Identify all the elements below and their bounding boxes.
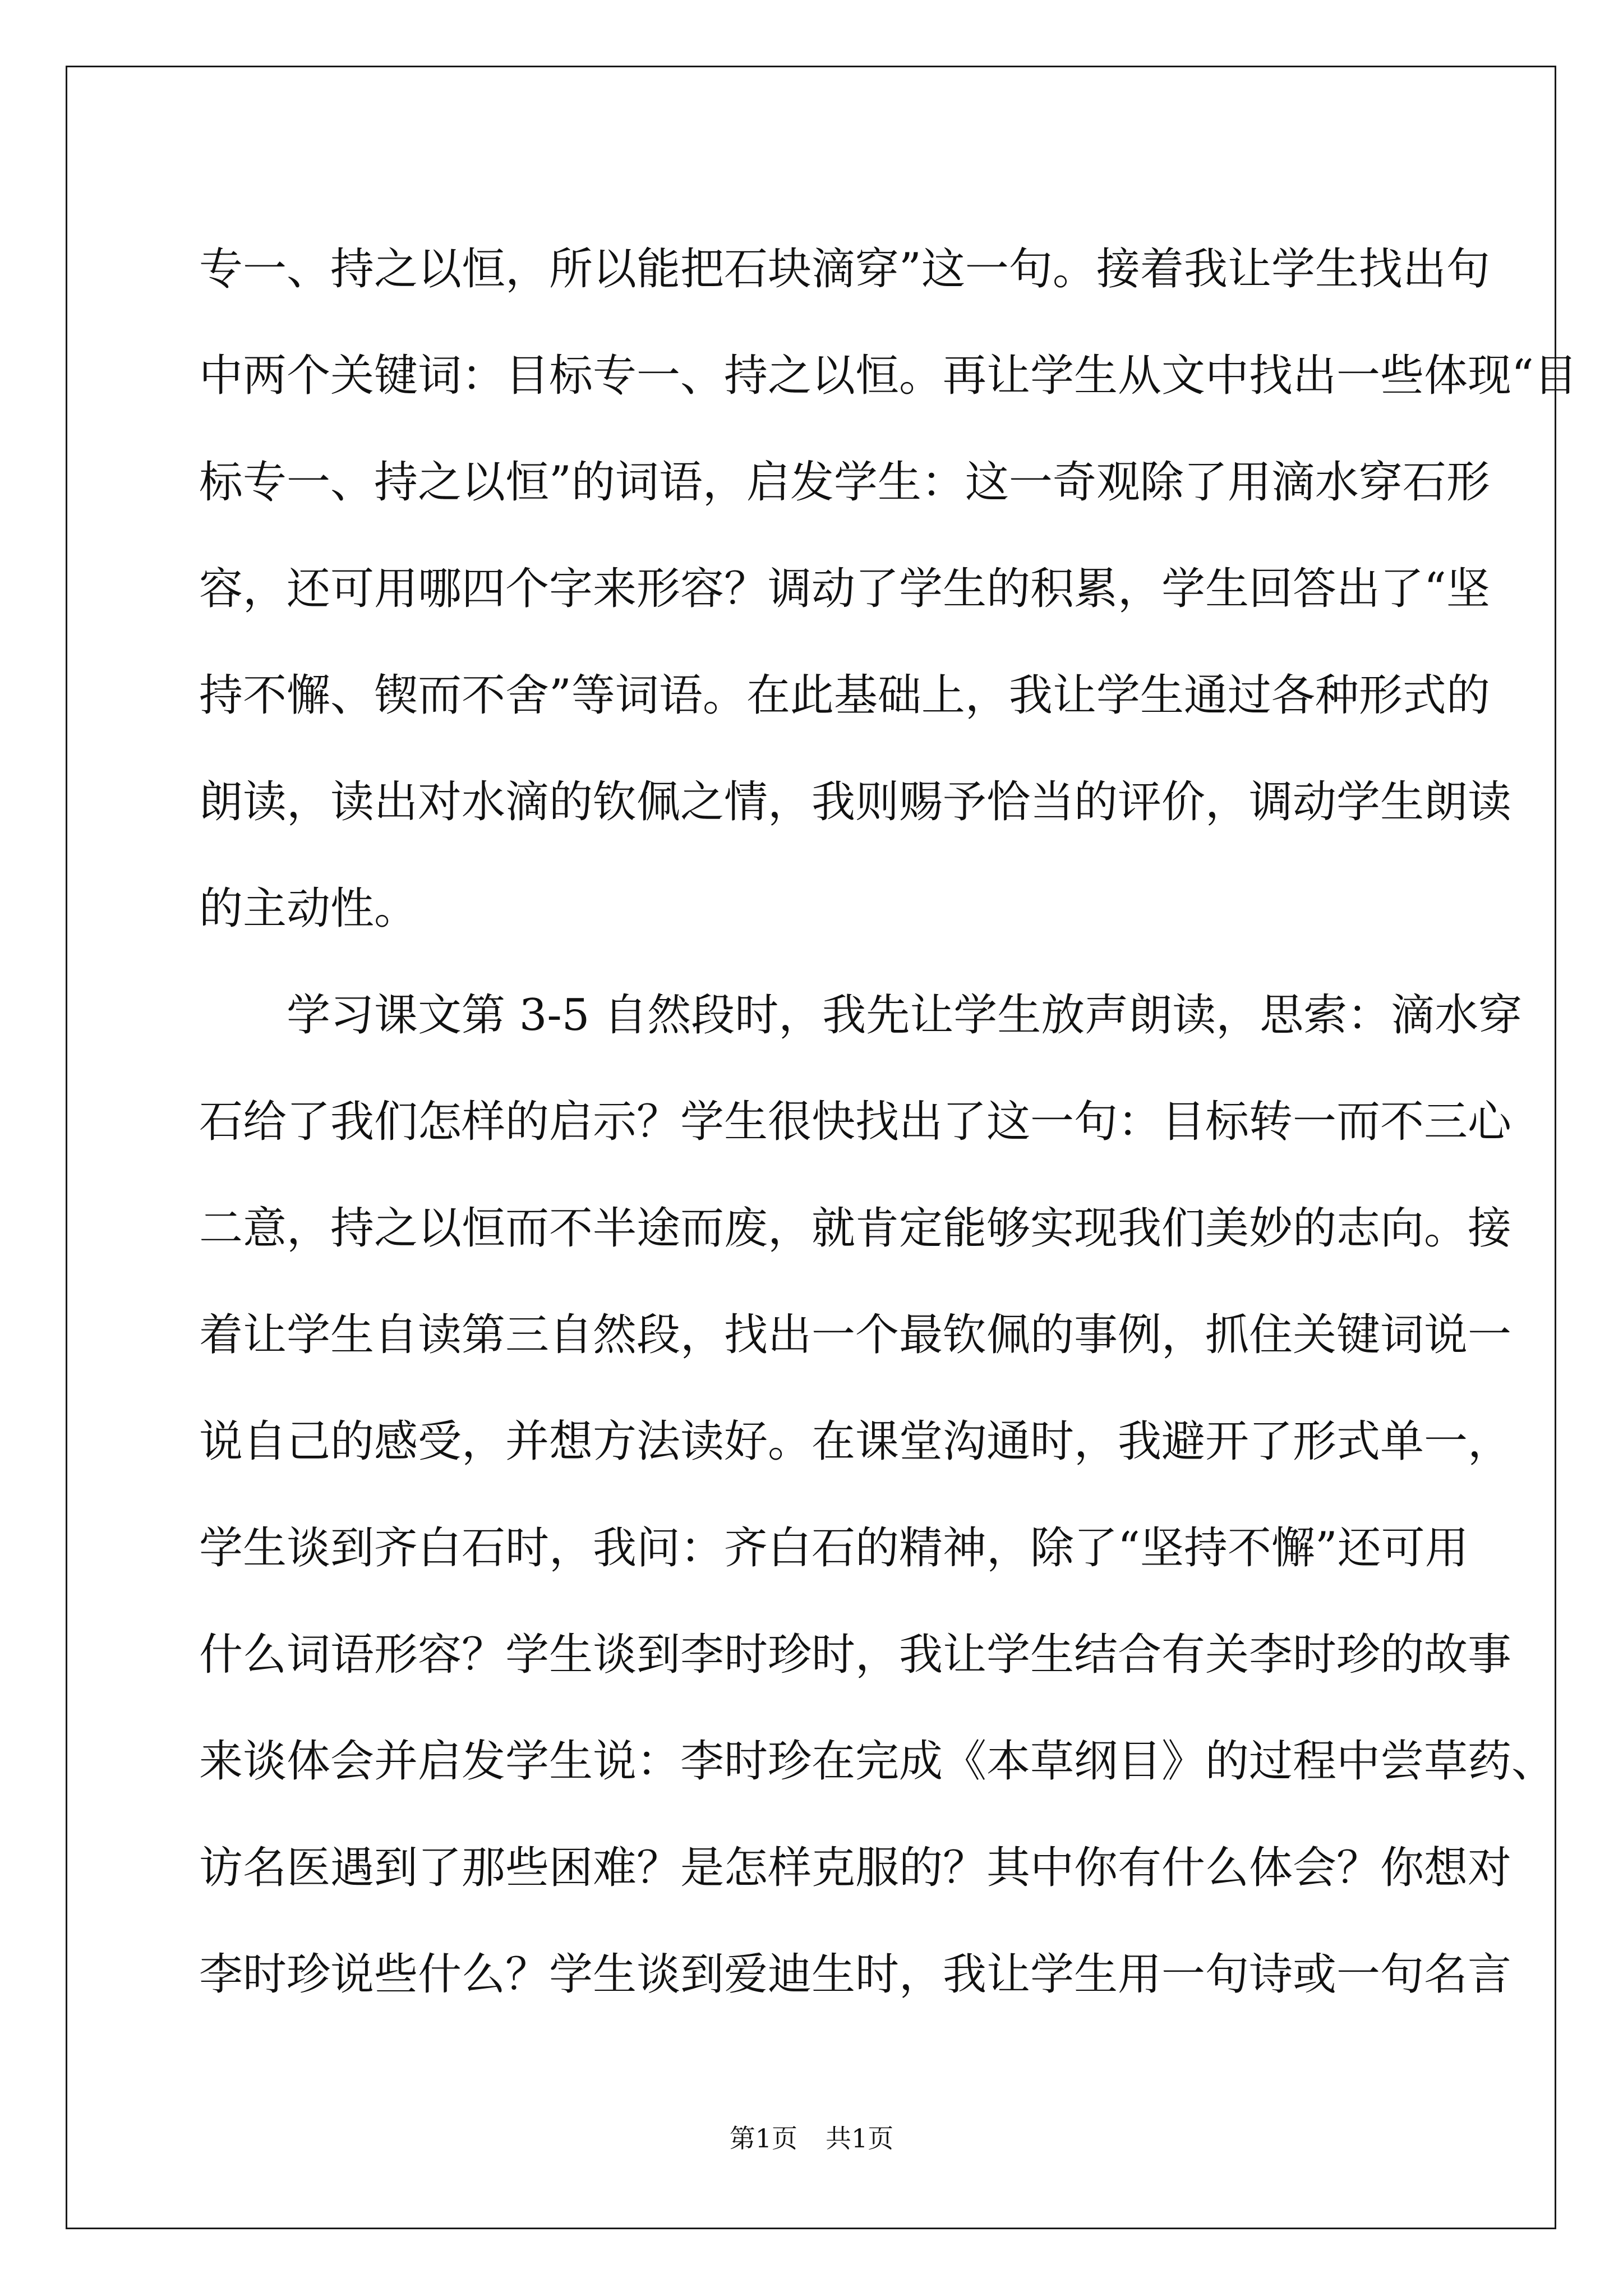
page-footer (0, 2118, 1623, 2155)
text-line: 标专一、持之以恒”的词语，启发学生：这一奇观除了用滴水穿石形 (199, 457, 1490, 508)
text-line: 学生谈到齐白石时，我问：齐白石的精神，除了“坚持不懈”还可用 (199, 1523, 1469, 1573)
text-line: 的主动性。 (199, 884, 418, 934)
text-line: 访名医遇到了那些困难？是怎样克服的？其中你有什么体会？你想对 (199, 1843, 1512, 1893)
text-line: 着让学生自读第三自然段，找出一个最钦佩的事例，抓住关键词说一 (199, 1310, 1512, 1360)
text-line: 李时珍说些什么？学生谈到爱迪生时，我让学生用一句诗或一句名言 (199, 1949, 1512, 2000)
text-line: 中两个关键词：目标专一、持之以恒。再让学生从文中找出一些体现“目 (199, 351, 1578, 401)
document-body (199, 216, 1578, 2028)
page-number: 第1页 (729, 2123, 797, 2154)
text-line: 专一、持之以恒，所以能把石块滴穿”这一句。接着我让学生找出句 (199, 244, 1490, 295)
page-total: 共1页 (826, 2123, 894, 2154)
text-line: 什么词语形容？学生谈到李时珍时，我让学生结合有关李时珍的故事 (199, 1630, 1512, 1680)
text-line: 学习课文第 3-5 自然段时，我先让学生放声朗读，思索：滴水穿 (287, 990, 1523, 1041)
text-line: 二意，持之以恒而不半途而废，就肯定能够实现我们美妙的志向。接 (199, 1203, 1512, 1254)
text-line: 朗读，读出对水滴的钦佩之情，我则赐予恰当的评价，调动学生朗读 (199, 777, 1512, 827)
text-line: 持不懈、锲而不舍”等词语。在此基础上，我让学生通过各种形式的 (199, 670, 1490, 721)
text-line: 容，还可用哪四个字来形容？调动了学生的积累，学生回答出了“坚 (199, 564, 1490, 614)
text-line: 来谈体会并启发学生说：李时珍在完成《本草纲目》的过程中尝草药、 (199, 1736, 1556, 1787)
text-line: 说自己的感受，并想方法读好。在课堂沟通时，我避开了形式单一， (199, 1416, 1512, 1467)
text-line: 石给了我们怎样的启示？学生很快找出了这一句：目标转一而不三心 (199, 1097, 1512, 1147)
